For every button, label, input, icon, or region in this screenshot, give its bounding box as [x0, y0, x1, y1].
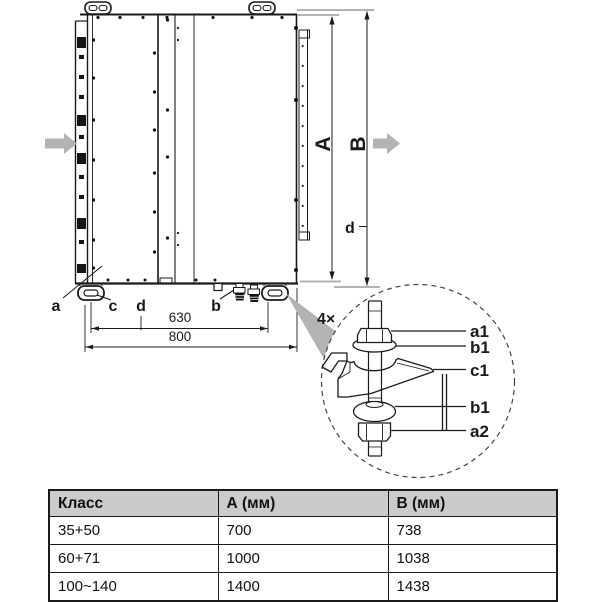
header-b-mm: В (мм) — [388, 490, 557, 517]
callout-d: d — [136, 298, 146, 315]
cell-class: 60+71 — [49, 545, 218, 573]
table-row — [49, 517, 557, 545]
dim-label-d-right: d — [345, 220, 355, 237]
header-a-mm: А (мм) — [218, 490, 388, 517]
callout-a: a — [51, 298, 61, 315]
side-fin-details — [77, 37, 86, 273]
cell-b: 1038 — [388, 545, 557, 573]
detail-label-a1: a1 — [470, 322, 489, 341]
cell-a: 1400 — [218, 573, 388, 602]
detail-label-a2: a2 — [470, 422, 489, 441]
table-row — [49, 573, 557, 602]
outdoor-unit-outline — [75, 14, 310, 284]
detail-multiplier: 4× — [317, 311, 336, 328]
cell-class: 100~140 — [49, 573, 218, 602]
callout-c: c — [108, 298, 118, 315]
table-row — [49, 545, 557, 573]
dimensions-table — [48, 489, 558, 602]
detail-label-b1-bottom: b1 — [470, 398, 490, 417]
cell-a: 700 — [218, 517, 388, 545]
table-header-row — [49, 490, 557, 517]
dim-value-630: 630 — [168, 310, 192, 325]
header-class: Класс — [49, 490, 218, 517]
cell-class: 35+50 — [49, 517, 218, 545]
dim-label-b: B — [347, 136, 370, 152]
detail-label-c1: c1 — [470, 361, 489, 380]
lifting-handle-icon — [85, 2, 275, 14]
detail-label-b1-top: b1 — [470, 338, 490, 357]
screw-dots — [92, 16, 304, 282]
cell-b: 738 — [388, 517, 557, 545]
dim-label-a: A — [312, 136, 335, 152]
callout-b: b — [211, 298, 221, 315]
cell-b: 1438 — [388, 573, 557, 602]
dim-value-800: 800 — [168, 329, 192, 344]
cell-a: 1000 — [218, 545, 388, 573]
